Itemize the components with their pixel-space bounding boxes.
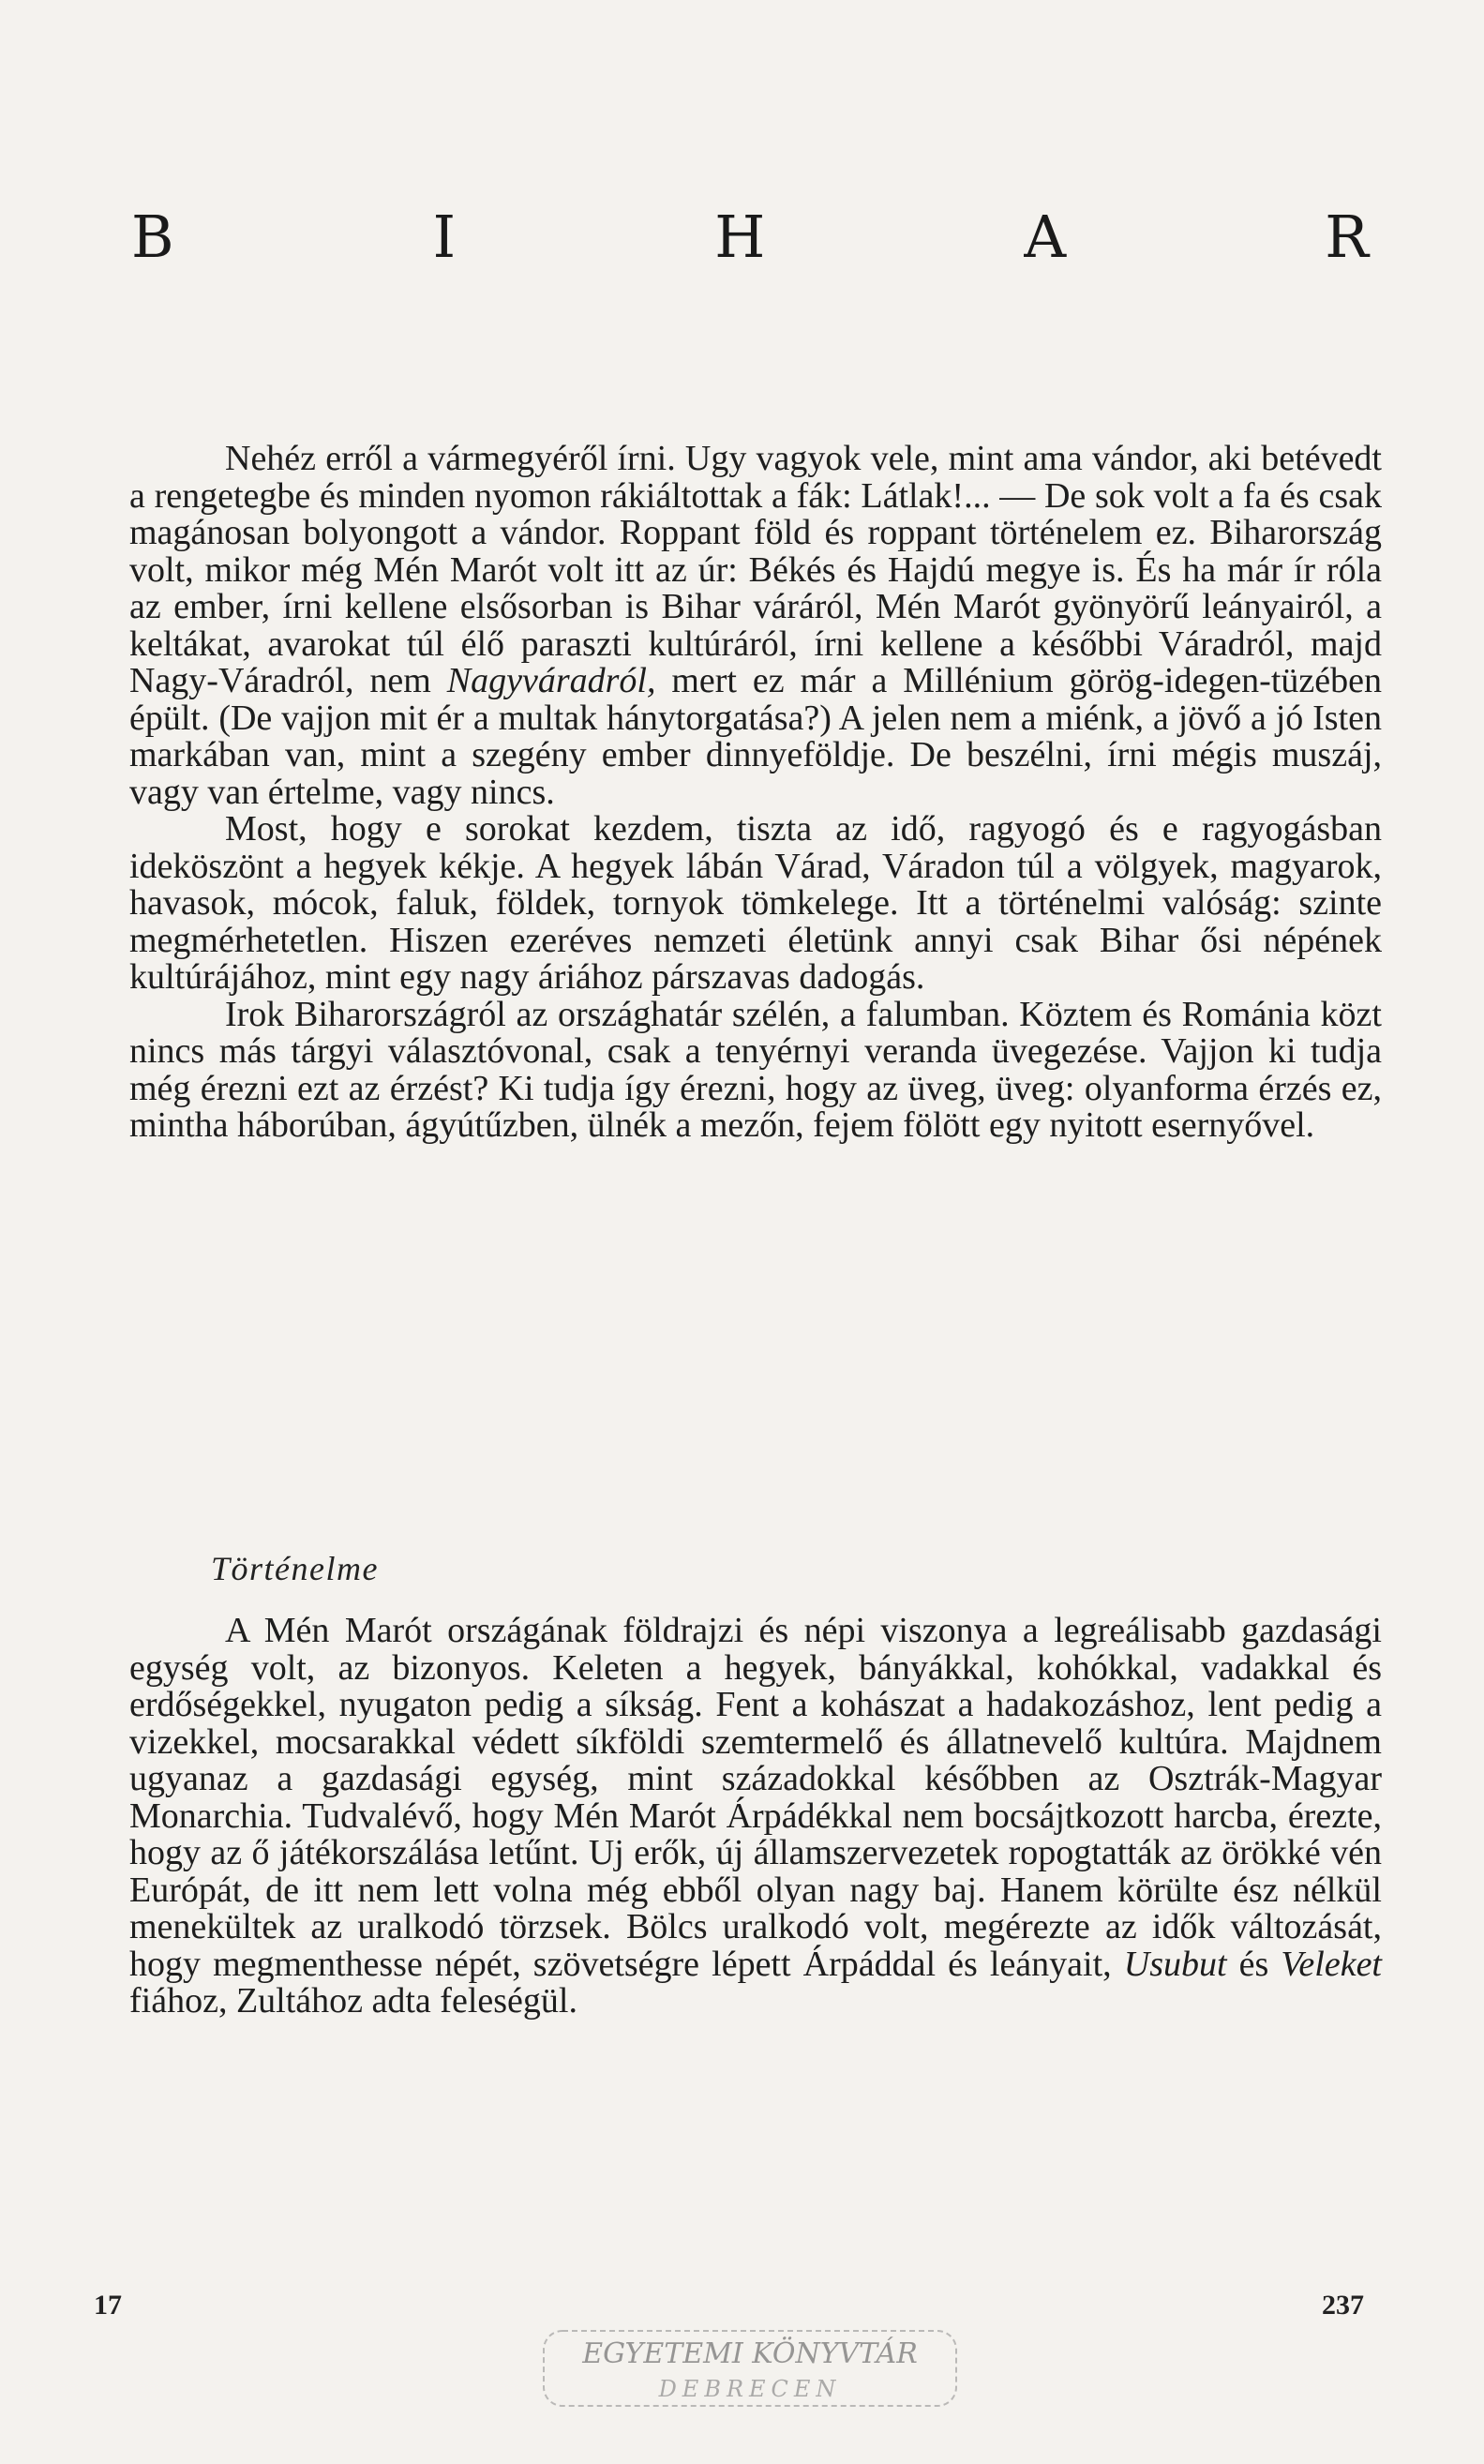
intro-paragraph-1-tail: mert ez már a Millénium görög-idegen-tüzében épült. (De vajjon mit ér a multak hánytorgatása?) A jelen nem a miénk, a jövő a jó Isten markában van, mint a szegény ember dinnyeföldje. De beszélni, írni mégis muszáj, vagy van értelme, vagy nincs.	[129, 661, 1382, 812]
intro-text	[129, 441, 1382, 1145]
title-letter-b: B	[131, 203, 174, 271]
history-italic-veleket: Veleket	[1281, 1944, 1382, 1984]
intro-paragraph-1	[129, 441, 1382, 811]
intro-italic-place: Nagyváradról,	[446, 661, 656, 700]
title-letter-r: R	[1325, 203, 1369, 271]
intro-paragraph-3: Irok Biharországról az országhatár szélén, a falumban. Köztem és Románia közt nincs más tárgyi választóvonal, csak a tenyérnyi veranda üvegezése. Vajjon ki tudja még érezni ezt az érzést? Ki tudja így érezni, hogy az üveg, üveg: olyanforma érzés ez, mintha háborúban, ágyútűzben, ülnék a mezőn, fejem fölött egy nyitott esernyővel.	[129, 994, 1382, 1145]
stamp-line-2: DEBRECEN	[658, 2376, 842, 2402]
history-italic-usubut: Usubut	[1123, 1944, 1227, 1984]
history-text	[129, 1613, 1382, 2021]
history-paragraph-text: A Mén Marót országának földrajzi és népi viszonya a legreálisabb gazdasági egység volt, az bizonyos. Keleten a hegyek, bányákkal, kohókkal, vadakkal és erdőségekkel, nyugaton pedig a síkság. Fent a kohászat a hadakozáshoz, lent pedig a vizekkel, mocsarakkal védett síkföldi szemtermelő és állatnevelő kultúra. Majdnem ugyanaz a gazdasági egység, mint századokkal későbben az Osztrák-Magyar Monarchia. Tudvalévő, hogy Mén Marót Árpádékkal nem bocsájtkozott harcba, érezte, hogy az ő játékorszálása letűnt. Uj erők, új államszervezetek ropogtatták az örökké vén Európát, de itt nem lett volna még ebből olyan nagy baj. Hanem körülte ész nélkül menekültek az uralkodó törzsek. Bölcs uralkodó volt, megérezte az idők változását, hogy megmenthesse népét, szövetségre lépett Árpáddal és leányait,	[129, 1611, 1382, 1984]
history-paragraph-tail: fiához, Zultához adta feleségül.	[129, 1981, 577, 2021]
title-letter-h: H	[714, 203, 766, 271]
title-letter-a: A	[1024, 203, 1067, 271]
history-paragraph-mid: és	[1226, 1944, 1282, 1984]
chapter-title	[131, 203, 1369, 271]
page-number: 237	[1322, 2290, 1364, 2321]
title-letter-i: I	[432, 203, 457, 271]
section-heading-history: Történelme	[211, 1550, 379, 1587]
history-paragraph	[129, 1613, 1382, 2021]
intro-paragraph-1-text: Nehéz erről a vármegyéről írni. Ugy vagyok vele, mint ama vándor, aki betévedt a rengetegbe és minden nyomon rákiáltottak a fák: Látlak!... — De sok volt a fa és csak magánosan bolyongott a vándor. Roppant föld és roppant történelem ez. Biharország volt, mikor még Mén Marót volt itt az úr: Békés és Hajdú megye is. És ha már ír róla az ember, írni kellene elsősorban is Bihar váráról, Mén Marót gyönyörű leányairól, a keltákat, avarokat túl élő paraszti kultúráról, írni kellene a későbbi Váradról, majd Nagy-Váradról, nem	[129, 439, 1382, 700]
library-stamp-icon	[525, 2323, 975, 2412]
stamp-line-1: EGYETEMI KÖNYVTÁR	[582, 2337, 918, 2370]
signature-number: 17	[94, 2290, 122, 2321]
intro-paragraph-2: Most, hogy e sorokat kezdem, tiszta az idő, ragyogó és e ragyogásban ideköszönt a hegyek kékje. A hegyek lábán Várad, Váradon túl a völgyek, magyarok, havasok, mócok, faluk, földek, tornyok tömkelege. Itt a történelmi valóság: szinte megmérhetetlen. Hiszen ezeréves nemzeti életünk annyi csak Bihar ősi népének kultúrájához, mint egy nagy áriához párszavas dadogás.	[129, 809, 1382, 997]
